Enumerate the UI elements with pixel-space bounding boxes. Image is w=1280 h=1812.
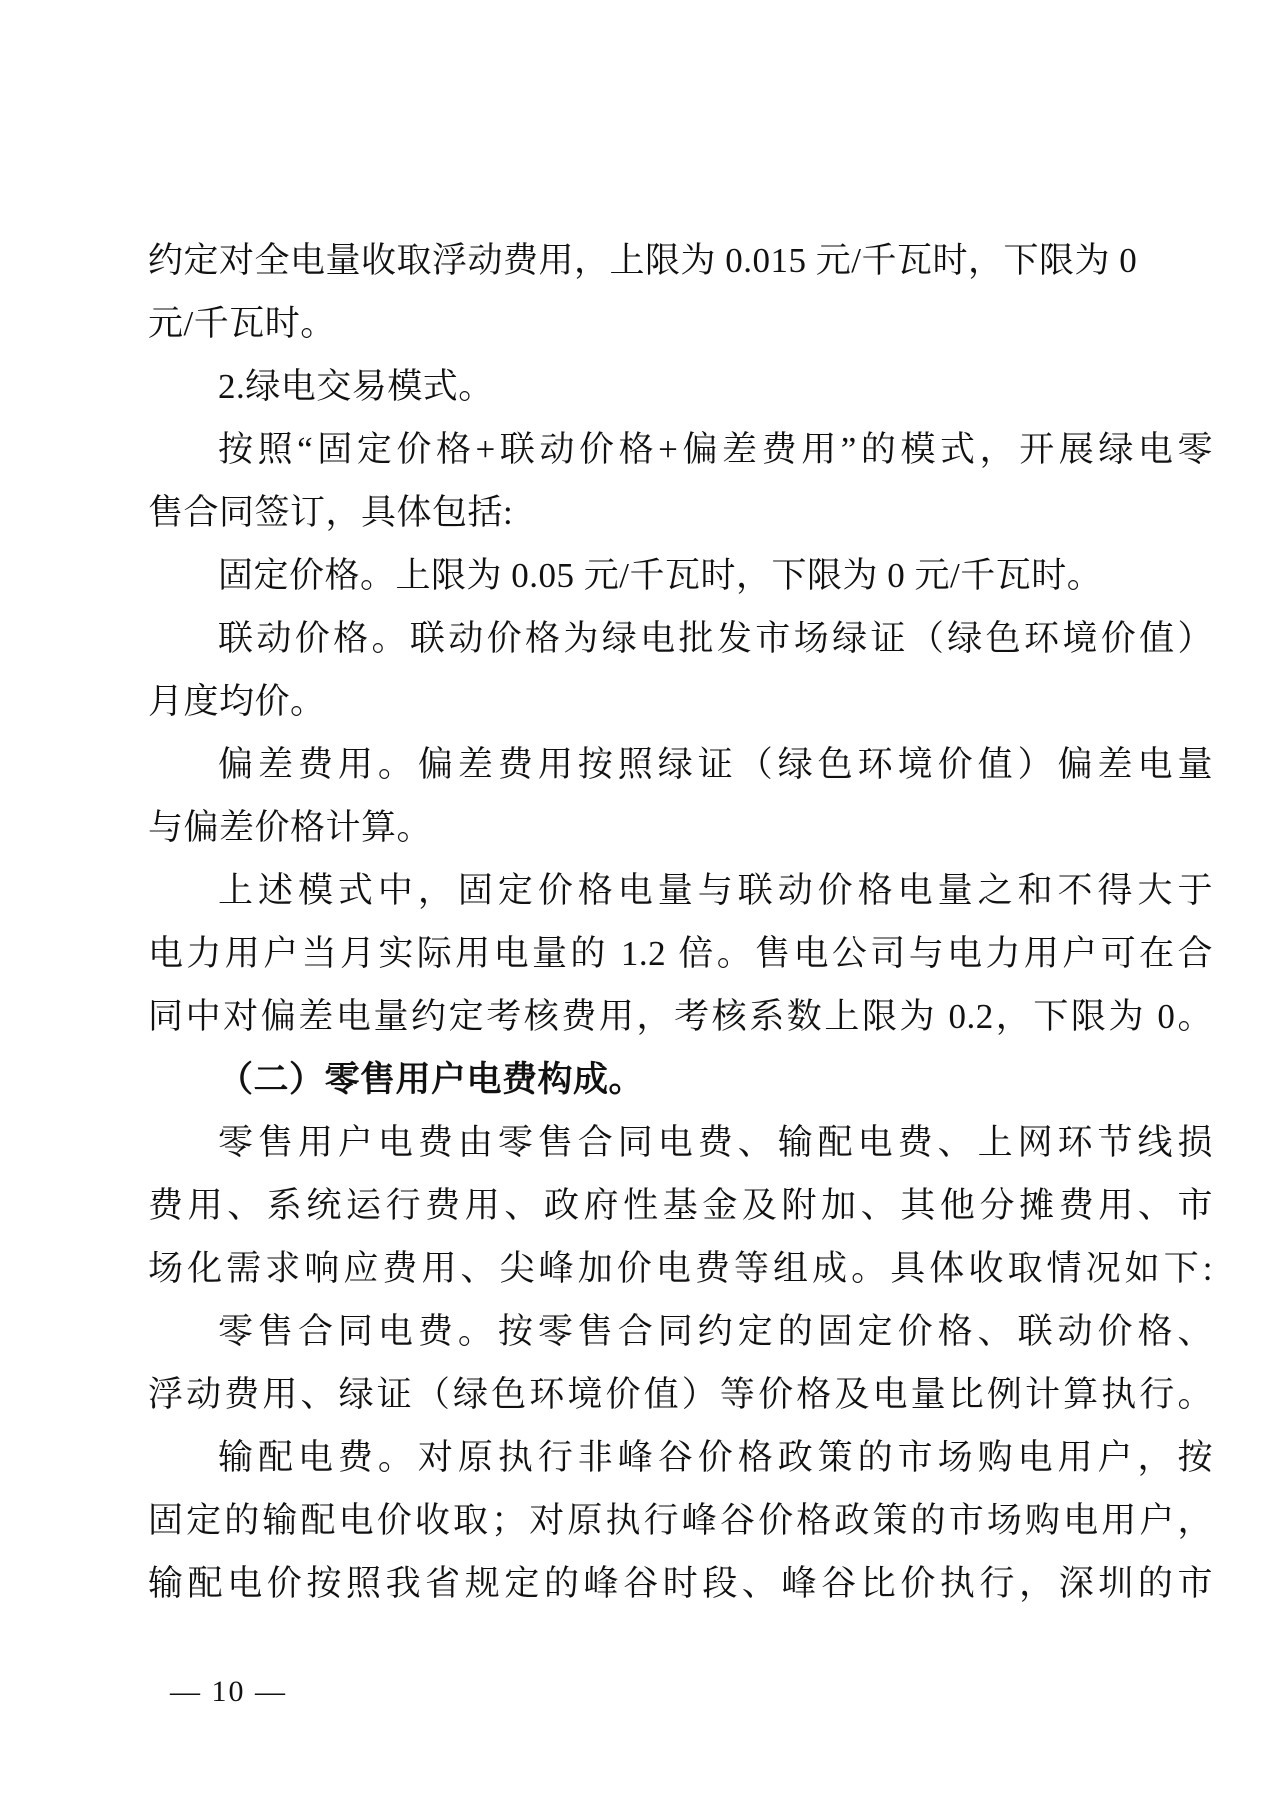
text-line: 与偏差价格计算。 <box>148 808 433 847</box>
text-line: 固定的输配电价收取；对原执行峰谷价格政策的市场购电用户， <box>148 1501 1213 1540</box>
text-line: 输配电价按照我省规定的峰谷时段、峰谷比价执行，深圳的市 <box>148 1564 1213 1603</box>
document-body <box>148 229 1213 1615</box>
text-line: 浮动费用、绿证（绿色环境价值）等价格及电量比例计算执行。 <box>148 1375 1213 1414</box>
text-line: 同中对偏差电量约定考核费用，考核系数上限为 0.2，下限为 0。 <box>148 997 1213 1036</box>
text-line: 上述模式中，固定价格电量与联动价格电量之和不得大于 <box>218 871 1213 910</box>
text-line: 场化需求响应费用、尖峰加价电费等组成。具体收取情况如下: <box>148 1249 1213 1288</box>
section-heading: （二）零售用户电费构成。 <box>218 1060 645 1099</box>
text-line: 偏差费用。偏差费用按照绿证（绿色环境价值）偏差电量 <box>218 745 1213 784</box>
text-line: 元/千瓦时。 <box>148 304 336 343</box>
text-line: 2.绿电交易模式。 <box>218 367 494 406</box>
text-line: 电力用户当月实际用电量的 1.2 倍。售电公司与电力用户可在合 <box>148 934 1213 973</box>
text-line: 零售合同电费。按零售合同约定的固定价格、联动价格、 <box>218 1312 1213 1351</box>
text-line: 输配电费。对原执行非峰谷价格政策的市场购电用户，按 <box>218 1438 1213 1477</box>
text-line: 售合同签订，具体包括: <box>148 493 514 532</box>
text-line: 月度均价。 <box>148 682 326 721</box>
text-line: 费用、系统运行费用、政府性基金及附加、其他分摊费用、市 <box>148 1186 1213 1225</box>
text-line: 按照“固定价格+联动价格+偏差费用”的模式，开展绿电零 <box>218 430 1213 469</box>
page-number: — 10 — <box>170 1675 287 1708</box>
text-line: 固定价格。上限为 0.05 元/千瓦时，下限为 0 元/千瓦时。 <box>218 556 1103 595</box>
text-line: 零售用户电费由零售合同电费、输配电费、上网环节线损 <box>218 1123 1213 1162</box>
text-line: 联动价格。联动价格为绿电批发市场绿证（绿色环境价值） <box>218 619 1213 658</box>
text-line: 约定对全电量收取浮动费用，上限为 0.015 元/千瓦时，下限为 0 <box>148 241 1138 280</box>
